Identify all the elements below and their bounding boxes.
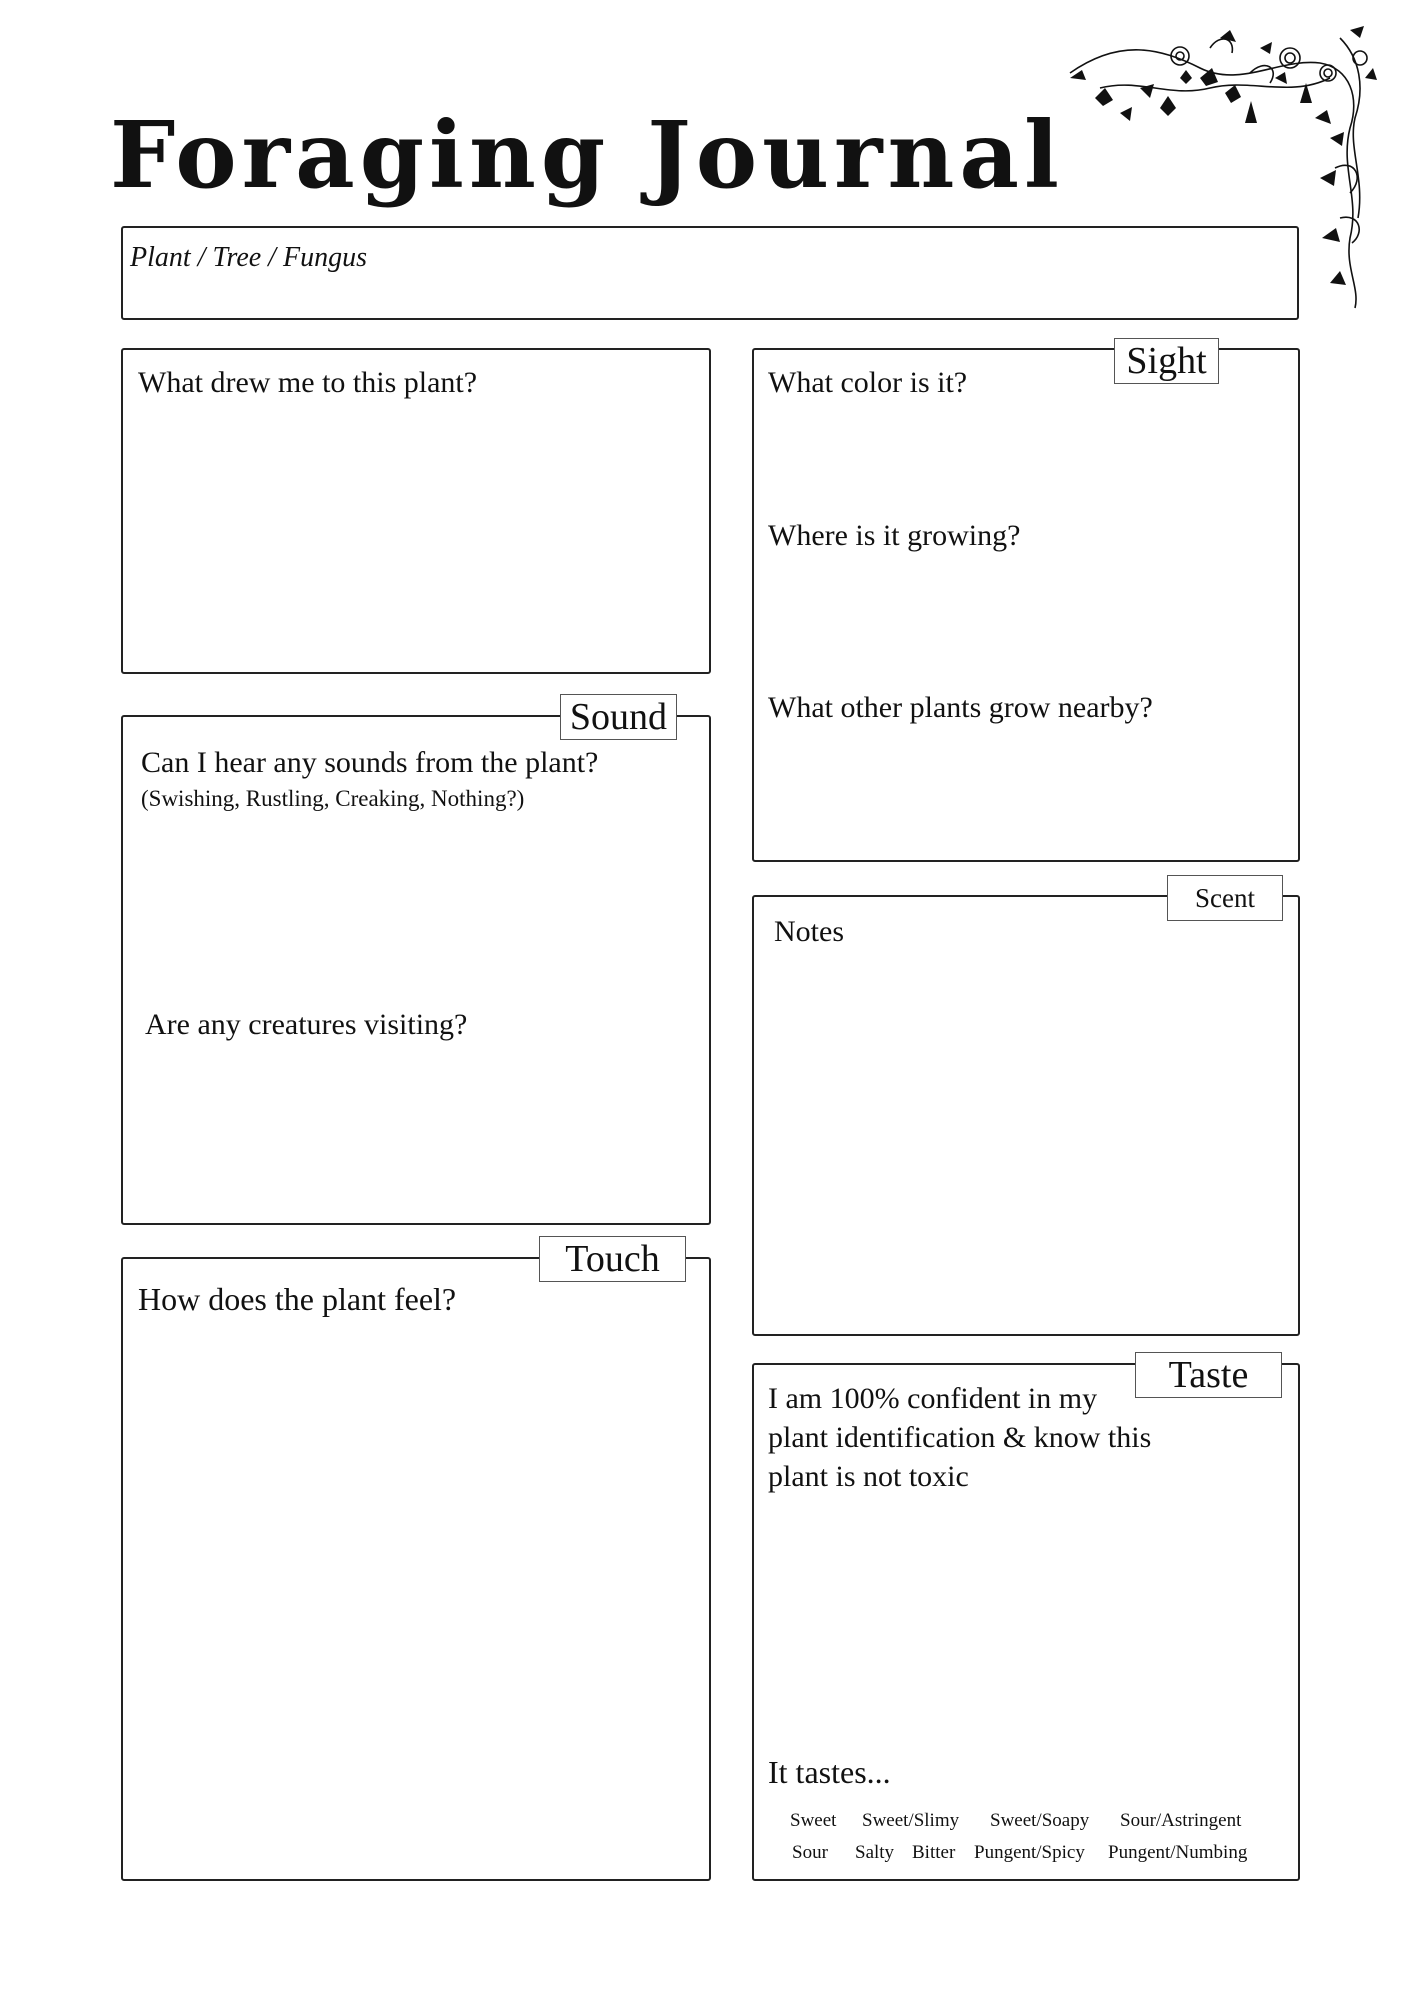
notes-label: Notes	[774, 915, 844, 948]
sound-question: Can I hear any sounds from the plant?	[141, 746, 599, 779]
touch-question: How does the plant feel?	[138, 1281, 457, 1317]
sight-question-neighbors: What other plants grow nearby?	[768, 691, 1153, 724]
taste-option[interactable]: Sour	[792, 1842, 828, 1863]
taste-option[interactable]: Sour/Astringent	[1120, 1810, 1242, 1831]
tab-taste: Taste	[1135, 1352, 1282, 1398]
taste-confidence-line-2: plant identification & know this	[768, 1421, 1152, 1454]
taste-option[interactable]: Bitter	[912, 1842, 956, 1863]
taste-option[interactable]: Pungent/Numbing	[1108, 1842, 1248, 1863]
tab-sight: Sight	[1114, 338, 1219, 384]
taste-confidence-line-1: I am 100% confident in my	[768, 1382, 1098, 1415]
creatures-question: Are any creatures visiting?	[145, 1008, 468, 1041]
taste-option[interactable]: Sweet/Soapy	[990, 1810, 1090, 1831]
sight-box[interactable]	[752, 348, 1300, 862]
taste-option[interactable]: Salty	[855, 1842, 895, 1863]
sight-question-color: What color is it?	[768, 366, 968, 399]
tab-scent: Scent	[1167, 875, 1283, 921]
taste-confidence-line-3: plant is not toxic	[768, 1460, 969, 1493]
attraction-question: What drew me to this plant?	[138, 366, 478, 399]
sound-hint: (Swishing, Rustling, Creaking, Nothing?)	[141, 786, 525, 811]
scent-box[interactable]	[752, 895, 1300, 1336]
plant-name-label: Plant / Tree / Fungus	[130, 242, 367, 273]
taste-option[interactable]: Sweet/Slimy	[862, 1810, 960, 1831]
touch-box[interactable]	[121, 1257, 711, 1881]
sight-question-location: Where is it growing?	[768, 519, 1021, 552]
taste-option[interactable]: Sweet	[790, 1810, 837, 1831]
page-title: Foraging Journal	[110, 101, 1064, 209]
tab-sound: Sound	[560, 694, 677, 740]
tastes-label: It tastes...	[768, 1754, 891, 1790]
tab-touch: Touch	[539, 1236, 686, 1282]
taste-option[interactable]: Pungent/Spicy	[974, 1842, 1085, 1863]
